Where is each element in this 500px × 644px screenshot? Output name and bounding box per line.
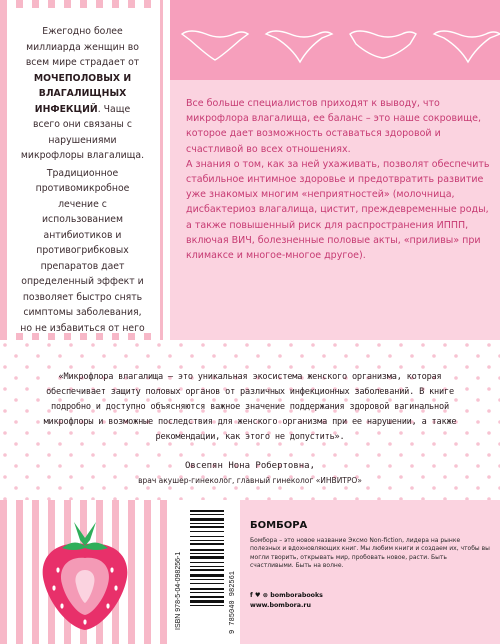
strawberry-icon <box>30 518 140 634</box>
underwear-illustration-panel <box>170 0 500 80</box>
left-text-a: Ежегодно более миллиарда женщин во всем мире страдает от <box>25 26 140 68</box>
left-stripe-panel <box>0 0 163 340</box>
right-paragraph-1: Все больше специалистов приходят к выводу, что микрофлора влагалища, ее баланс – это наше сокровище, которое дает возможность оставаться здоровой и счастливой во всех отношениях. <box>186 98 482 155</box>
right-paragraph-2: А знания о том, как за ней ухаживать, позволят обеспечить стабильное интимное здоровье и предотвратить развитие уже знакомых многим «неприятностей» (молочница, дисбактериоз влагалища, цистит, преждевременные роды, а также повышенный риск для распространения ИППП, включая ВИЧ, болезненные половые акты, «приливы» при климаксе и многое-многое другое). <box>186 158 490 262</box>
underwear-icon <box>266 31 332 62</box>
underwear-icon <box>350 31 416 58</box>
svg-text:9 785040 982561: 9 785040 982561 <box>229 570 237 634</box>
left-text-b: . Чаще всего они связаны с нарушениями микрофлоры влагалища. <box>20 103 145 161</box>
quote-author: Овсепян Нона Робертовна, <box>184 461 316 471</box>
underwear-icons <box>170 0 500 80</box>
left-paragraph-1 <box>20 24 145 164</box>
left-text-card <box>14 8 151 333</box>
quote-text: «Микрофлора влагалища – это уникальная экосистема женского организма, которая обеспечивает защиту половых органов от различных инфекционных заболеваний. В книге подробно и доступно объясняются важное значение поддержания здоровой вагинальной микрофлоры и возможные последствия для женского организма при ее нарушении, а также рекомендации, как этого не допустить». <box>43 372 457 442</box>
underwear-icon <box>434 31 500 62</box>
right-text-panel <box>170 80 500 340</box>
publisher-social[interactable]: f ♥ ⊚ bomborabooks <box>250 592 323 599</box>
publisher-description: Бомбора – это новое название Эксмо Non-fiction, лидера на рынке полезных и вдохновляющих книг. Мы любим книги и создаем их, чтобы вы могли творить, открывать мир, пробовать новое, расти. Быть счастливыми. Быть на волне. <box>250 537 490 570</box>
infections-bold: МОЧЕПОЛОВЫХ И ВЛАГАЛИЩНЫХ ИНФЕКЦИЙ <box>33 72 132 115</box>
left-paragraph-2: Традиционное противомикробное лечение с использованием антибиотиков и противогрибковых препаратов дает определенный эффект и позволяет быстро снять симптомы заболевания, но не избавиться от него <box>20 167 145 334</box>
quote-author-title: врач акушер-гинеколог, главный гинеколог «ИНВИТРО» <box>138 476 362 485</box>
quote-band <box>0 340 500 500</box>
barcode <box>188 508 236 636</box>
right-text <box>186 96 496 263</box>
publisher-panel <box>240 500 500 644</box>
underwear-icon <box>182 31 248 60</box>
isbn-label <box>173 512 183 632</box>
svg-text:ISBN 978-5-04-098256-1: ISBN 978-5-04-098256-1 <box>175 551 182 630</box>
publisher-logo: БОМБОРА <box>250 520 308 531</box>
publisher-website[interactable]: www.bombora.ru <box>250 602 312 609</box>
